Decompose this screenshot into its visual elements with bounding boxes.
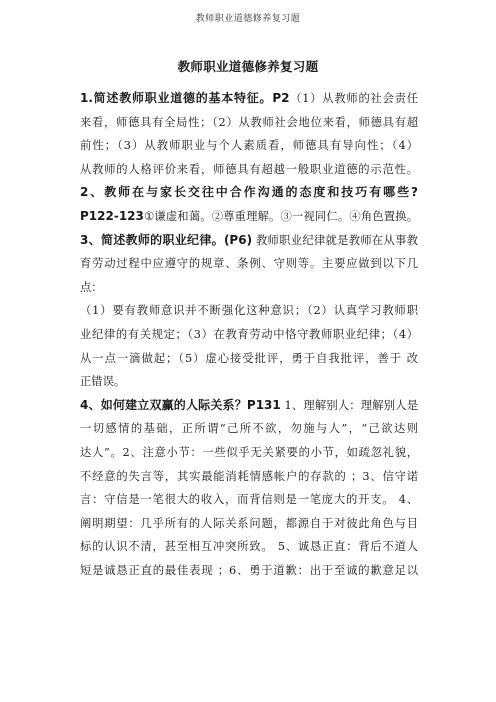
text-line <box>80 111 418 135</box>
question-heading: 4、如何建立双赢的人际关系？P131 <box>80 397 281 412</box>
text-run: （1）从教师的社会责任 <box>289 92 418 105</box>
question-heading: P122-123 <box>80 208 144 223</box>
text-run: ①谦虚和蔼。②尊重理解。③一视同仁。④角色置换。 <box>143 209 418 223</box>
text-run: 达人”。2、注意小节：一些似乎无关紧要的小节，如疏忽礼貌， <box>80 445 418 459</box>
text-run: 一切感情的基础，正所谓“己所不欲，勿施与人”，“己欲达则 <box>80 422 418 436</box>
text-line <box>80 535 418 559</box>
text-line <box>80 229 418 253</box>
text-line <box>80 441 418 465</box>
text-run: 教师职业纪律就是教师在从事教 <box>252 233 419 247</box>
text-line <box>80 323 418 347</box>
text-line <box>80 158 418 182</box>
text-line <box>80 465 418 489</box>
text-run: 从一点一滴做起；（5）虚心接受批评，勇于自我批评，善于 改 <box>80 351 418 365</box>
text-run: 标的认识不清，甚至相互冲突所致。 5、诚恳正直：背后不道人 <box>80 540 418 554</box>
text-line <box>80 559 418 583</box>
text-line <box>80 299 418 323</box>
text-run: 前性；（3）从教师职业与个人素质看，师德具有导向性；（4） <box>80 139 418 153</box>
text-line <box>80 347 418 371</box>
text-line <box>80 181 418 205</box>
question-heading: 1.简述教师职业道德的基本特征。P2 <box>80 91 290 105</box>
text-run: 点： <box>80 280 103 294</box>
text-line <box>80 512 418 536</box>
text-run: 从教师的人格评价来看，师德具有超越一般职业道德的示范性。 <box>80 162 418 176</box>
text-line <box>80 252 418 276</box>
question-heading: 2、教师在与家长交往中合作沟通的态度和技巧有哪些? <box>80 185 418 200</box>
text-line <box>80 276 418 300</box>
document-title: 教师职业道德修养复习题 <box>177 59 319 74</box>
text-run: 不经意的失言等，其实最能消耗情感帐户的存款的 ；3、信守诺 <box>80 469 419 483</box>
text-line <box>80 370 418 394</box>
text-run: 阐明期望：几乎所有的人际关系问题，都源自于对彼此角色与目 <box>80 516 418 530</box>
text-run: 正错误。 <box>80 375 126 389</box>
text-line <box>80 205 418 229</box>
text-run: 1、理解别人：理解别人是 <box>280 398 419 412</box>
text-line <box>80 488 418 512</box>
text-run: 短是诚恳正直的最佳表现 ；6、勇于道歉：出于至诚的歉意足以 <box>80 563 418 577</box>
text-line <box>80 394 418 418</box>
text-line <box>80 134 418 158</box>
document-body <box>80 87 418 582</box>
text-line <box>80 417 418 441</box>
page-header: 教师职业道德修养复习题 <box>195 14 301 24</box>
text-run: 言：守信是一笔很大的收入，而背信则是一笔庞大的开支。 4、 <box>80 493 418 507</box>
text-run: 来看，师德具有全局性；（2）从教师社会地位来看，师德具有超 <box>80 115 418 129</box>
text-run: 业纪律的有关规定；（3）在教育劳动中恪守教师职业纪律；（4） <box>80 327 418 341</box>
text-line <box>80 87 418 111</box>
question-heading: 3、简述教师的职业纪律。(P6) <box>80 232 253 247</box>
text-run: （1）要有教师意识并不断强化这种意识；（2）认真学习教师职 <box>80 304 418 318</box>
text-run: 育劳动过程中应遵守的规章、条例、守则等。主要应做到以下几 <box>80 257 418 271</box>
